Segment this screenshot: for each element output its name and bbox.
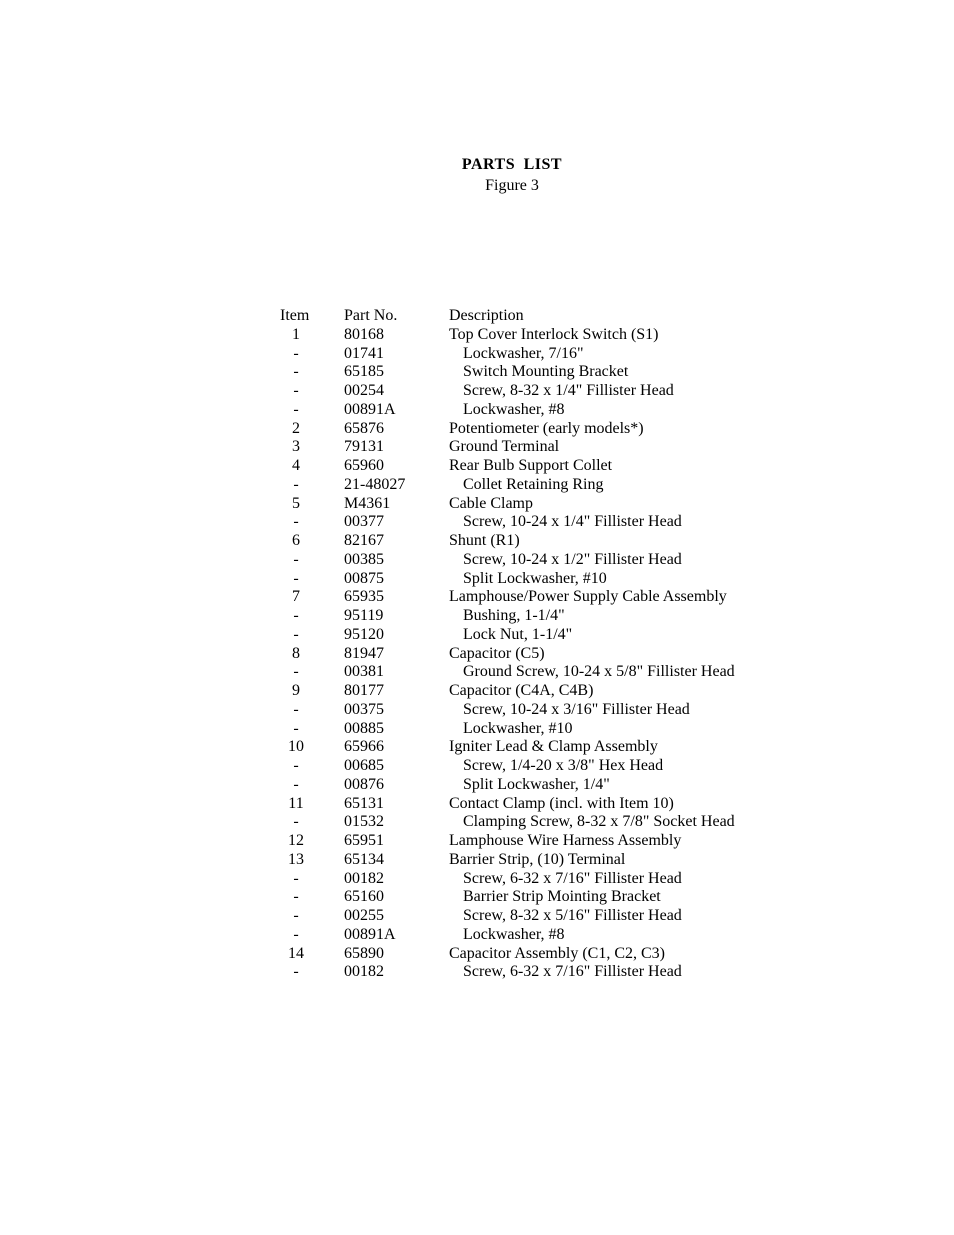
row-description: Lockwasher, #8 bbox=[463, 400, 565, 418]
row-description: Ground Screw, 10-24 x 5/8" Fillister Head bbox=[463, 663, 735, 681]
row-item-number: - bbox=[293, 607, 299, 624]
table-row bbox=[276, 382, 766, 401]
row-item-number: - bbox=[293, 382, 299, 399]
row-item-number: 12 bbox=[288, 832, 304, 849]
table-row bbox=[276, 345, 766, 364]
row-description: Lamphouse/Power Supply Cable Assembly bbox=[449, 588, 727, 606]
row-part-number: 79131 bbox=[344, 438, 384, 456]
row-part-number: 00377 bbox=[344, 513, 384, 531]
row-part-number: 95120 bbox=[344, 625, 384, 643]
row-part-number: 00891A bbox=[344, 400, 396, 418]
table-row bbox=[276, 438, 766, 457]
row-part-number: 00875 bbox=[344, 569, 384, 587]
row-description: Split Lockwasher, 1/4" bbox=[463, 775, 610, 793]
row-description: Capacitor (C4A, C4B) bbox=[449, 682, 594, 699]
row-description: Screw, 10-24 x 3/16" Fillister Head bbox=[463, 700, 690, 718]
row-part-number: 00385 bbox=[344, 550, 384, 568]
table-row bbox=[276, 570, 766, 589]
table-row bbox=[276, 626, 766, 645]
table-row bbox=[276, 495, 766, 514]
row-part-number: 00254 bbox=[344, 382, 384, 399]
row-description: Ground Terminal bbox=[449, 438, 560, 456]
table-row bbox=[276, 588, 766, 607]
row-description: Rear Bulb Support Collet bbox=[449, 457, 613, 474]
row-part-number: 65966 bbox=[344, 738, 384, 756]
row-item-number: - bbox=[293, 569, 299, 587]
row-item-number: - bbox=[293, 363, 299, 381]
row-part-number: 95119 bbox=[344, 607, 384, 624]
table-header bbox=[276, 307, 766, 326]
row-item-number: 9 bbox=[292, 682, 300, 699]
row-description: Igniter Lead & Clamp Assembly bbox=[449, 738, 658, 756]
row-description: Bushing, 1-1/4" bbox=[463, 607, 565, 624]
row-part-number: 00182 bbox=[344, 963, 384, 981]
row-item-number: - bbox=[293, 813, 299, 831]
row-description: Screw, 10-24 x 1/2" Fillister Head bbox=[463, 550, 682, 568]
row-part-number: 65134 bbox=[344, 850, 384, 868]
row-description: Clamping Screw, 8-32 x 7/8" Socket Head bbox=[463, 813, 735, 831]
row-item-number: - bbox=[293, 700, 299, 718]
row-part-number: 01741 bbox=[344, 344, 384, 362]
row-item-number: - bbox=[293, 719, 299, 737]
row-description: Screw, 6-32 x 7/16" Fillister Head bbox=[463, 963, 682, 981]
table-row bbox=[276, 401, 766, 420]
row-part-number: 00255 bbox=[344, 907, 384, 924]
row-part-number: 00876 bbox=[344, 775, 384, 793]
table-row bbox=[276, 326, 766, 345]
row-part-number: 65935 bbox=[344, 588, 384, 606]
row-item-number: 6 bbox=[292, 532, 300, 549]
row-part-number: 00381 bbox=[344, 663, 384, 681]
row-item-number: 13 bbox=[288, 850, 304, 868]
row-item-number: 7 bbox=[292, 588, 300, 606]
row-description: Shunt (R1) bbox=[449, 532, 520, 549]
table-row bbox=[276, 832, 766, 851]
row-item-number: 5 bbox=[292, 494, 300, 512]
row-item-number: - bbox=[293, 625, 299, 643]
table-row bbox=[276, 963, 766, 982]
row-item-number: - bbox=[293, 888, 299, 906]
row-description: Split Lockwasher, #10 bbox=[463, 569, 607, 587]
row-description: Capacitor Assembly (C1, C2, C3) bbox=[449, 944, 665, 962]
table-row bbox=[276, 776, 766, 795]
row-description: Barrier Strip Mointing Bracket bbox=[463, 888, 661, 906]
row-description: Screw, 8-32 x 1/4" Fillister Head bbox=[463, 382, 674, 399]
row-part-number: 65890 bbox=[344, 944, 384, 962]
row-item-number: 8 bbox=[292, 644, 300, 662]
table-row bbox=[276, 457, 766, 476]
row-item-number: 14 bbox=[288, 944, 304, 962]
row-item-number: - bbox=[293, 963, 299, 981]
row-part-number: 00885 bbox=[344, 719, 384, 737]
row-part-number: 80177 bbox=[344, 682, 384, 699]
row-description: Cable Clamp bbox=[449, 494, 533, 512]
header-item: Item bbox=[280, 307, 310, 324]
row-item-number: - bbox=[293, 513, 299, 531]
row-description: Lamphouse Wire Harness Assembly bbox=[449, 832, 682, 849]
row-item-number: 1 bbox=[292, 325, 300, 343]
row-item-number: 3 bbox=[292, 438, 300, 456]
row-part-number: 01532 bbox=[344, 813, 384, 831]
row-description: Collet Retaining Ring bbox=[463, 475, 604, 493]
page-subtitle: Figure 3 bbox=[485, 177, 539, 194]
table-row bbox=[276, 907, 766, 926]
row-part-number: 65960 bbox=[344, 457, 384, 474]
row-part-number: 81947 bbox=[344, 644, 384, 662]
row-description: Screw, 1/4-20 x 3/8" Hex Head bbox=[463, 757, 664, 774]
table-row bbox=[276, 795, 766, 814]
row-part-number: 80168 bbox=[344, 325, 384, 343]
table-row bbox=[276, 945, 766, 964]
row-part-number: 00182 bbox=[344, 869, 384, 887]
row-part-number: 65185 bbox=[344, 363, 384, 381]
row-item-number: - bbox=[293, 907, 299, 924]
table-row bbox=[276, 645, 766, 664]
row-item-number: - bbox=[293, 400, 299, 418]
parts-table bbox=[276, 307, 766, 982]
row-part-number: 65951 bbox=[344, 832, 384, 849]
row-item-number: - bbox=[293, 475, 299, 493]
row-item-number: - bbox=[293, 663, 299, 681]
header-part-no: Part No. bbox=[344, 307, 398, 324]
row-item-number: - bbox=[293, 775, 299, 793]
row-part-number: M4361 bbox=[344, 494, 391, 512]
row-item-number: 10 bbox=[288, 738, 304, 756]
table-row bbox=[276, 738, 766, 757]
row-part-number: 21-48027 bbox=[344, 475, 406, 493]
row-description: Lock Nut, 1-1/4" bbox=[463, 625, 573, 643]
row-description: Top Cover Interlock Switch (S1) bbox=[449, 325, 659, 343]
table-row bbox=[276, 926, 766, 945]
row-description: Switch Mounting Bracket bbox=[463, 363, 629, 381]
table-row bbox=[276, 870, 766, 889]
table-row bbox=[276, 420, 766, 439]
row-part-number: 65131 bbox=[344, 794, 384, 812]
row-item-number: 11 bbox=[288, 794, 304, 812]
row-description: Screw, 8-32 x 5/16" Fillister Head bbox=[463, 907, 682, 924]
table-row bbox=[276, 701, 766, 720]
table-body bbox=[276, 326, 766, 982]
row-item-number: - bbox=[293, 869, 299, 887]
row-part-number: 65160 bbox=[344, 888, 384, 906]
table-row bbox=[276, 513, 766, 532]
page-title: PARTS LIST bbox=[461, 156, 563, 173]
row-description: Contact Clamp (incl. with Item 10) bbox=[449, 794, 674, 812]
table-row bbox=[276, 476, 766, 495]
table-row bbox=[276, 663, 766, 682]
row-description: Lockwasher, #10 bbox=[463, 719, 573, 737]
row-description: Barrier Strip, (10) Terminal bbox=[449, 850, 626, 868]
row-part-number: 00891A bbox=[344, 925, 396, 943]
row-description: Capacitor (C5) bbox=[449, 644, 545, 662]
row-part-number: 00685 bbox=[344, 757, 384, 774]
row-part-number: 82167 bbox=[344, 532, 384, 549]
row-part-number: 65876 bbox=[344, 419, 384, 437]
row-description: Potentiometer (early models*) bbox=[449, 419, 644, 437]
row-item-number: - bbox=[293, 550, 299, 568]
row-item-number: - bbox=[293, 344, 299, 362]
table-row bbox=[276, 720, 766, 739]
row-description: Lockwasher, #8 bbox=[463, 925, 565, 943]
table-row bbox=[276, 532, 766, 551]
row-item-number: - bbox=[293, 925, 299, 943]
table-row bbox=[276, 888, 766, 907]
table-row bbox=[276, 682, 766, 701]
row-part-number: 00375 bbox=[344, 700, 384, 718]
table-row bbox=[276, 851, 766, 870]
table-row bbox=[276, 551, 766, 570]
table-row bbox=[276, 813, 766, 832]
title-block bbox=[0, 154, 954, 196]
table-row bbox=[276, 363, 766, 382]
table-row bbox=[276, 607, 766, 626]
table-row bbox=[276, 757, 766, 776]
row-description: Lockwasher, 7/16" bbox=[463, 344, 584, 362]
row-item-number: - bbox=[293, 757, 299, 774]
header-description: Description bbox=[449, 307, 524, 324]
row-item-number: 2 bbox=[292, 419, 300, 437]
row-description: Screw, 10-24 x 1/4" Fillister Head bbox=[463, 513, 682, 531]
row-description: Screw, 6-32 x 7/16" Fillister Head bbox=[463, 869, 682, 887]
row-item-number: 4 bbox=[292, 457, 300, 474]
